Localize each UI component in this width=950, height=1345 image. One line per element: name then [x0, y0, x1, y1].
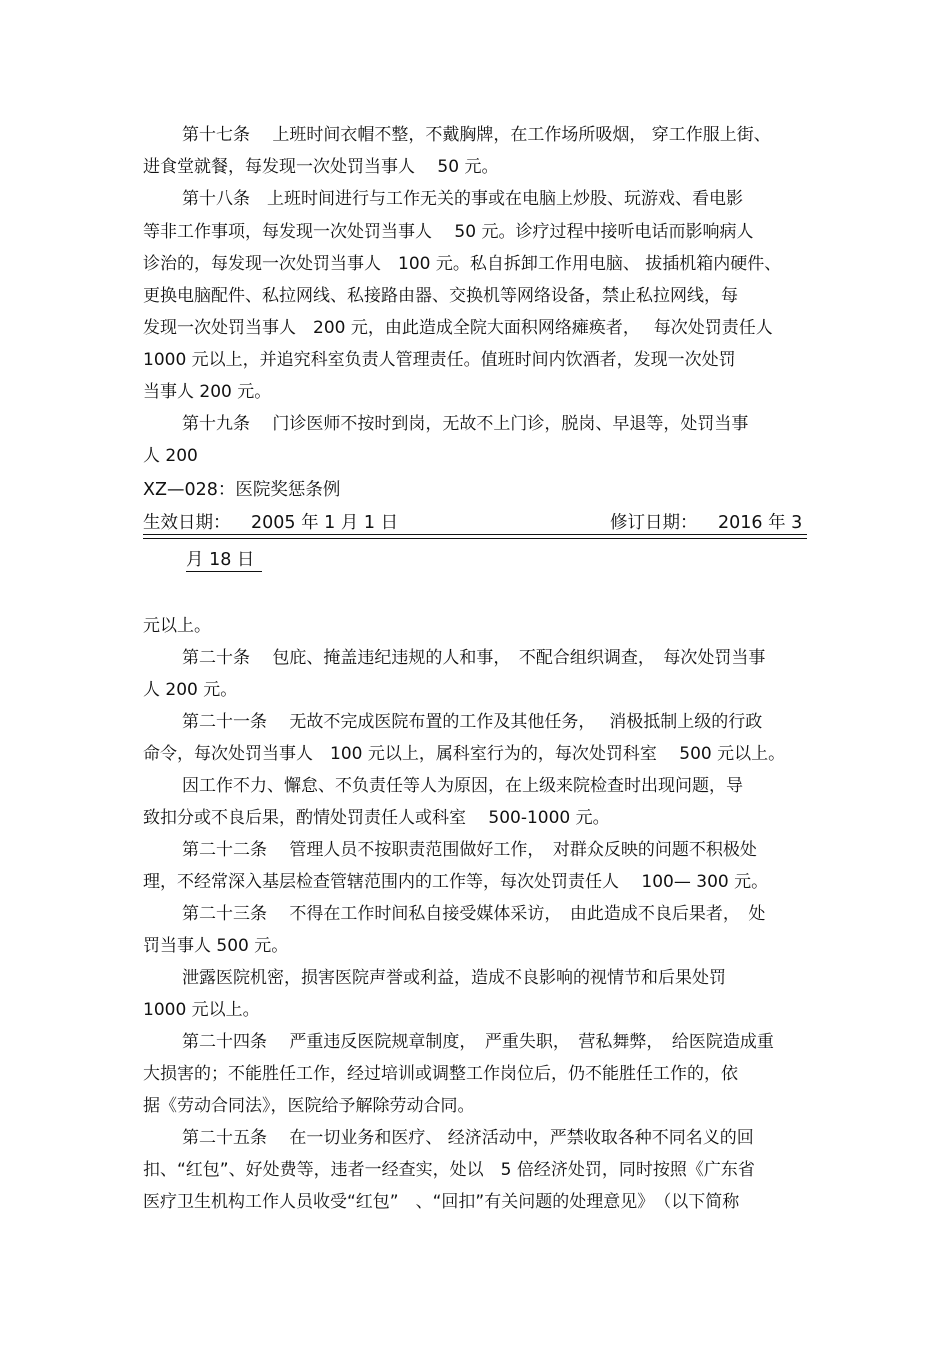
text-line: 致扣分或不良后果，酌情处罚责任人或科室 500-1000 元。	[143, 808, 610, 828]
revised-date-value: 2016 年 3	[718, 513, 803, 533]
text-line: 人 200	[143, 446, 198, 466]
text-line: 第二十二条 管理人员不按职责范围做好工作， 对群众反映的问题不积极处	[182, 840, 757, 860]
revised-date-label: 修订日期：	[610, 513, 698, 533]
text-line: 理，不经常深入基层检查管辖范围内的工作等，每次处罚责任人 100— 300 元。	[143, 872, 769, 892]
text-line: 更换电脑配件、私拉网线、私接路由器、交换机等网络设备，禁止私拉网线，每	[143, 286, 738, 306]
text-line: 据《劳动合同法》，医院给予解除劳动合同。	[143, 1096, 475, 1116]
text-line: 发现一次处罚当事人 200 元，由此造成全院大面积网络瘫痪者， 每次处罚责任人	[143, 318, 773, 338]
text-line: 人 200 元。	[143, 680, 238, 700]
text-line: 1000 元以上。	[143, 1000, 260, 1020]
text-line: 第二十五条 在一切业务和医疗、 经济活动中，严禁收取各种不同名义的回	[182, 1128, 754, 1148]
text-line: 等非工作事项，每发现一次处罚当事人 50 元。诊疗过程中接听电话而影响病人	[143, 222, 754, 242]
header-rule	[143, 534, 807, 535]
date-underline	[186, 571, 262, 572]
text-line: 第十九条 门诊医师不按时到岗，无故不上门诊，脱岗、早退等，处罚当事	[182, 414, 749, 434]
text-line: 元以上。	[143, 616, 211, 636]
text-line: 第二十一条 无故不完成医院布置的工作及其他任务， 消极抵制上级的行政	[182, 712, 763, 732]
header-rule-thin	[143, 538, 807, 539]
text-line: 第十八条 上班时间进行与工作无关的事或在电脑上炒股、玩游戏、看电影	[182, 189, 743, 209]
revised-date-continuation: 月 18 日	[186, 550, 255, 570]
text-line: 罚当事人 500 元。	[143, 936, 289, 956]
document-code: XZ—028：医院奖惩条例	[143, 480, 341, 500]
text-line: 当事人 200 元。	[143, 382, 272, 402]
text-line: 第二十条 包庇、掩盖违纪违规的人和事， 不配合组织调查， 每次处罚当事	[182, 648, 766, 668]
effective-date-value: 2005 年 1 月 1 日	[251, 513, 399, 533]
text-line: 第十七条 上班时间衣帽不整，不戴胸牌，在工作场所吸烟， 穿工作服上街、	[182, 125, 771, 145]
text-line: 因工作不力、懈怠、不负责任等人为原因，在上级来院检查时出现问题，导	[182, 776, 743, 796]
text-line: 进食堂就餐，每发现一次处罚当事人 50 元。	[143, 157, 499, 177]
text-line: 诊治的，每发现一次处罚当事人 100 元。私自拆卸工作用电脑、 拔插机箱内硬件、	[143, 254, 782, 274]
text-line: 泄露医院机密，损害医院声誉或利益，造成不良影响的视情节和后果处罚	[182, 968, 726, 988]
text-line: 扣、“红包”、好处费等，违者一经查实，处以 5 倍经济处罚，同时按照《广东省	[143, 1160, 755, 1180]
effective-date-label: 生效日期：	[143, 513, 231, 533]
text-line: 第二十四条 严重违反医院规章制度， 严重失职， 营私舞弊， 给医院造成重	[182, 1032, 774, 1052]
text-line: 命令，每次处罚当事人 100 元以上，属科室行为的，每次处罚科室 500 元以上。	[143, 744, 786, 764]
text-line: 1000 元以上，并追究科室负责人管理责任。值班时间内饮酒者，发现一次处罚	[143, 350, 736, 370]
text-line: 医疗卫生机构工作人员收受“红包” 、“回扣”有关问题的处理意见》 （以下简称	[143, 1192, 740, 1212]
text-line: 大损害的；不能胜任工作，经过培训或调整工作岗位后，仍不能胜任工作的，依	[143, 1064, 738, 1084]
text-line: 第二十三条 不得在工作时间私自接受媒体采访， 由此造成不良后果者， 处	[182, 904, 766, 924]
